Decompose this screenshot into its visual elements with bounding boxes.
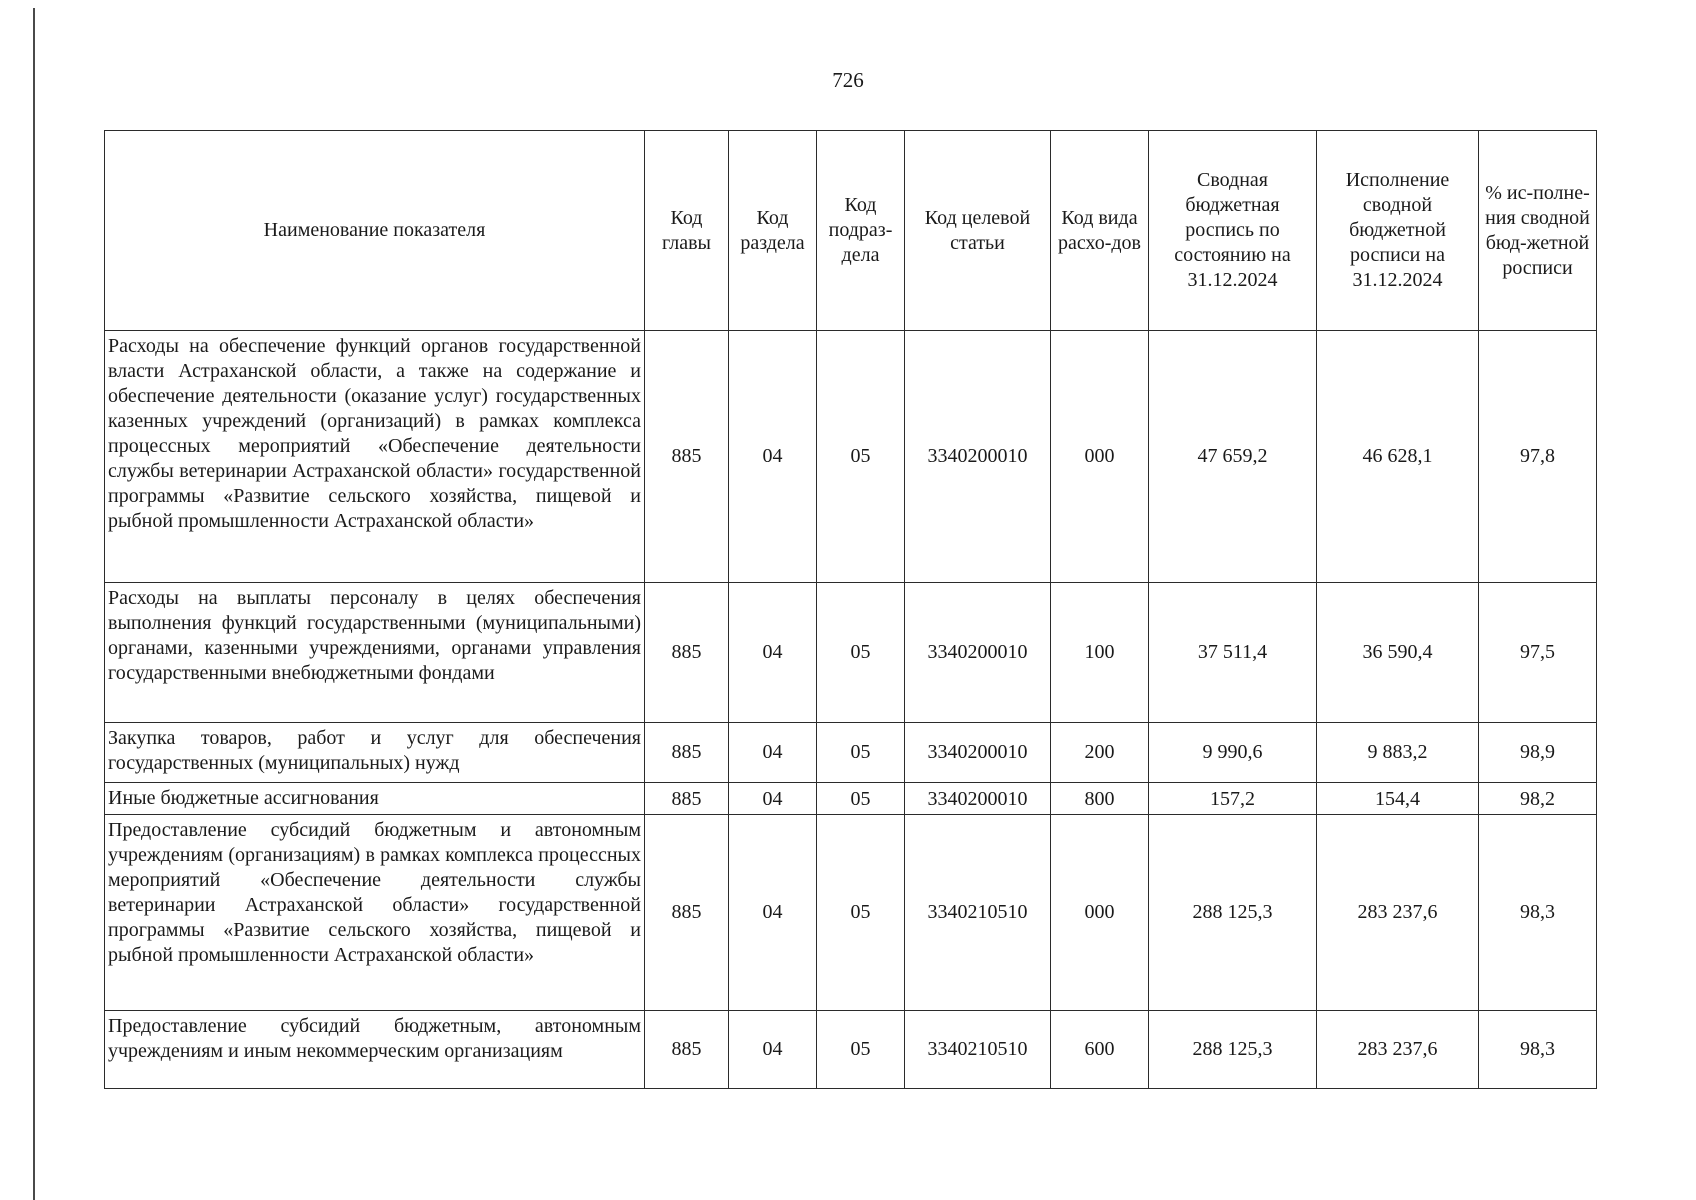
cell-vid: 600 [1051,1011,1149,1089]
cell-podrazdel: 05 [817,815,905,1011]
binding-edge-line [33,8,35,1200]
cell-razdel: 04 [729,1011,817,1089]
cell-ispolnenie: 154,4 [1317,783,1479,815]
table-body [105,331,1597,1089]
header-vid: Код вида расхо-дов [1051,131,1149,331]
cell-plan: 37 511,4 [1149,583,1317,723]
cell-percent: 98,2 [1479,783,1597,815]
cell-glava: 885 [645,783,729,815]
cell-plan: 47 659,2 [1149,331,1317,583]
cell-podrazdel: 05 [817,723,905,783]
cell-razdel: 04 [729,723,817,783]
cell-ispolnenie: 36 590,4 [1317,583,1479,723]
cell-vid: 000 [1051,815,1149,1011]
cell-name: Закупка товаров, работ и услуг для обеспечения государственных (муниципальных) нужд [105,723,645,783]
cell-celevaya: 3340200010 [905,783,1051,815]
table-row [105,583,1597,723]
budget-execution-table [104,130,1597,1089]
cell-name: Иные бюджетные ассигнования [105,783,645,815]
cell-celevaya: 3340200010 [905,723,1051,783]
cell-percent: 98,3 [1479,1011,1597,1089]
cell-percent: 97,5 [1479,583,1597,723]
cell-vid: 000 [1051,331,1149,583]
header-plan: Сводная бюджетная роспись по состоянию на 31.12.2024 [1149,131,1317,331]
cell-plan: 157,2 [1149,783,1317,815]
cell-glava: 885 [645,723,729,783]
cell-glava: 885 [645,815,729,1011]
table-row [105,815,1597,1011]
cell-glava: 885 [645,331,729,583]
cell-name: Расходы на выплаты персоналу в целях обеспечения выполнения функций государственными (муниципальными) органами, казенными учреждениями, органами управления государственными внебюджетными фондами [105,583,645,723]
cell-percent: 98,3 [1479,815,1597,1011]
header-name: Наименование показателя [105,131,645,331]
cell-name: Предоставление субсидий бюджетным, автономным учреждениям и иным некоммерческим организациям [105,1011,645,1089]
cell-plan: 9 990,6 [1149,723,1317,783]
header-ispolnenie: Исполнение сводной бюджетной росписи на 31.12.2024 [1317,131,1479,331]
cell-podrazdel: 05 [817,783,905,815]
table-row [105,1011,1597,1089]
cell-ispolnenie: 46 628,1 [1317,331,1479,583]
table-row [105,723,1597,783]
cell-glava: 885 [645,1011,729,1089]
cell-podrazdel: 05 [817,1011,905,1089]
cell-ispolnenie: 283 237,6 [1317,815,1479,1011]
header-razdel: Код раздела [729,131,817,331]
cell-plan: 288 125,3 [1149,1011,1317,1089]
cell-celevaya: 3340210510 [905,815,1051,1011]
header-podrazdel: Код подраз-дела [817,131,905,331]
cell-glava: 885 [645,583,729,723]
cell-razdel: 04 [729,331,817,583]
table-header [105,131,1597,331]
cell-percent: 97,8 [1479,331,1597,583]
header-celevaya: Код целевой статьи [905,131,1051,331]
cell-name: Предоставление субсидий бюджетным и автономным учреждениям (организациям) в рамках комплекса процессных мероприятий «Обеспечение деятельности службы ветеринарии Астраханской области» государственной программы «Развитие сельского хозяйства, пищевой и рыбной промышленности Астраханской области» [105,815,645,1011]
cell-podrazdel: 05 [817,583,905,723]
table-row [105,783,1597,815]
cell-celevaya: 3340210510 [905,1011,1051,1089]
cell-razdel: 04 [729,783,817,815]
cell-celevaya: 3340200010 [905,583,1051,723]
cell-ispolnenie: 283 237,6 [1317,1011,1479,1089]
cell-percent: 98,9 [1479,723,1597,783]
cell-podrazdel: 05 [817,331,905,583]
cell-plan: 288 125,3 [1149,815,1317,1011]
cell-vid: 100 [1051,583,1149,723]
header-percent: % ис-полне-ния сводной бюд-жетной росписи [1479,131,1597,331]
page-number: 726 [832,68,864,92]
cell-celevaya: 3340200010 [905,331,1051,583]
header-glava: Код главы [645,131,729,331]
cell-razdel: 04 [729,583,817,723]
table-row [105,331,1597,583]
cell-ispolnenie: 9 883,2 [1317,723,1479,783]
cell-vid: 800 [1051,783,1149,815]
cell-vid: 200 [1051,723,1149,783]
cell-razdel: 04 [729,815,817,1011]
cell-name: Расходы на обеспечение функций органов государственной власти Астраханской области, а также на содержание и обеспечение деятельности (оказание услуг) государственных казенных учреждений (организаций) в рамках комплекса процессных мероприятий «Обеспечение деятельности службы ветеринарии Астраханской области» государственной программы «Развитие сельского хозяйства, пищевой и рыбной промышленности Астраханской области» [105,331,645,583]
